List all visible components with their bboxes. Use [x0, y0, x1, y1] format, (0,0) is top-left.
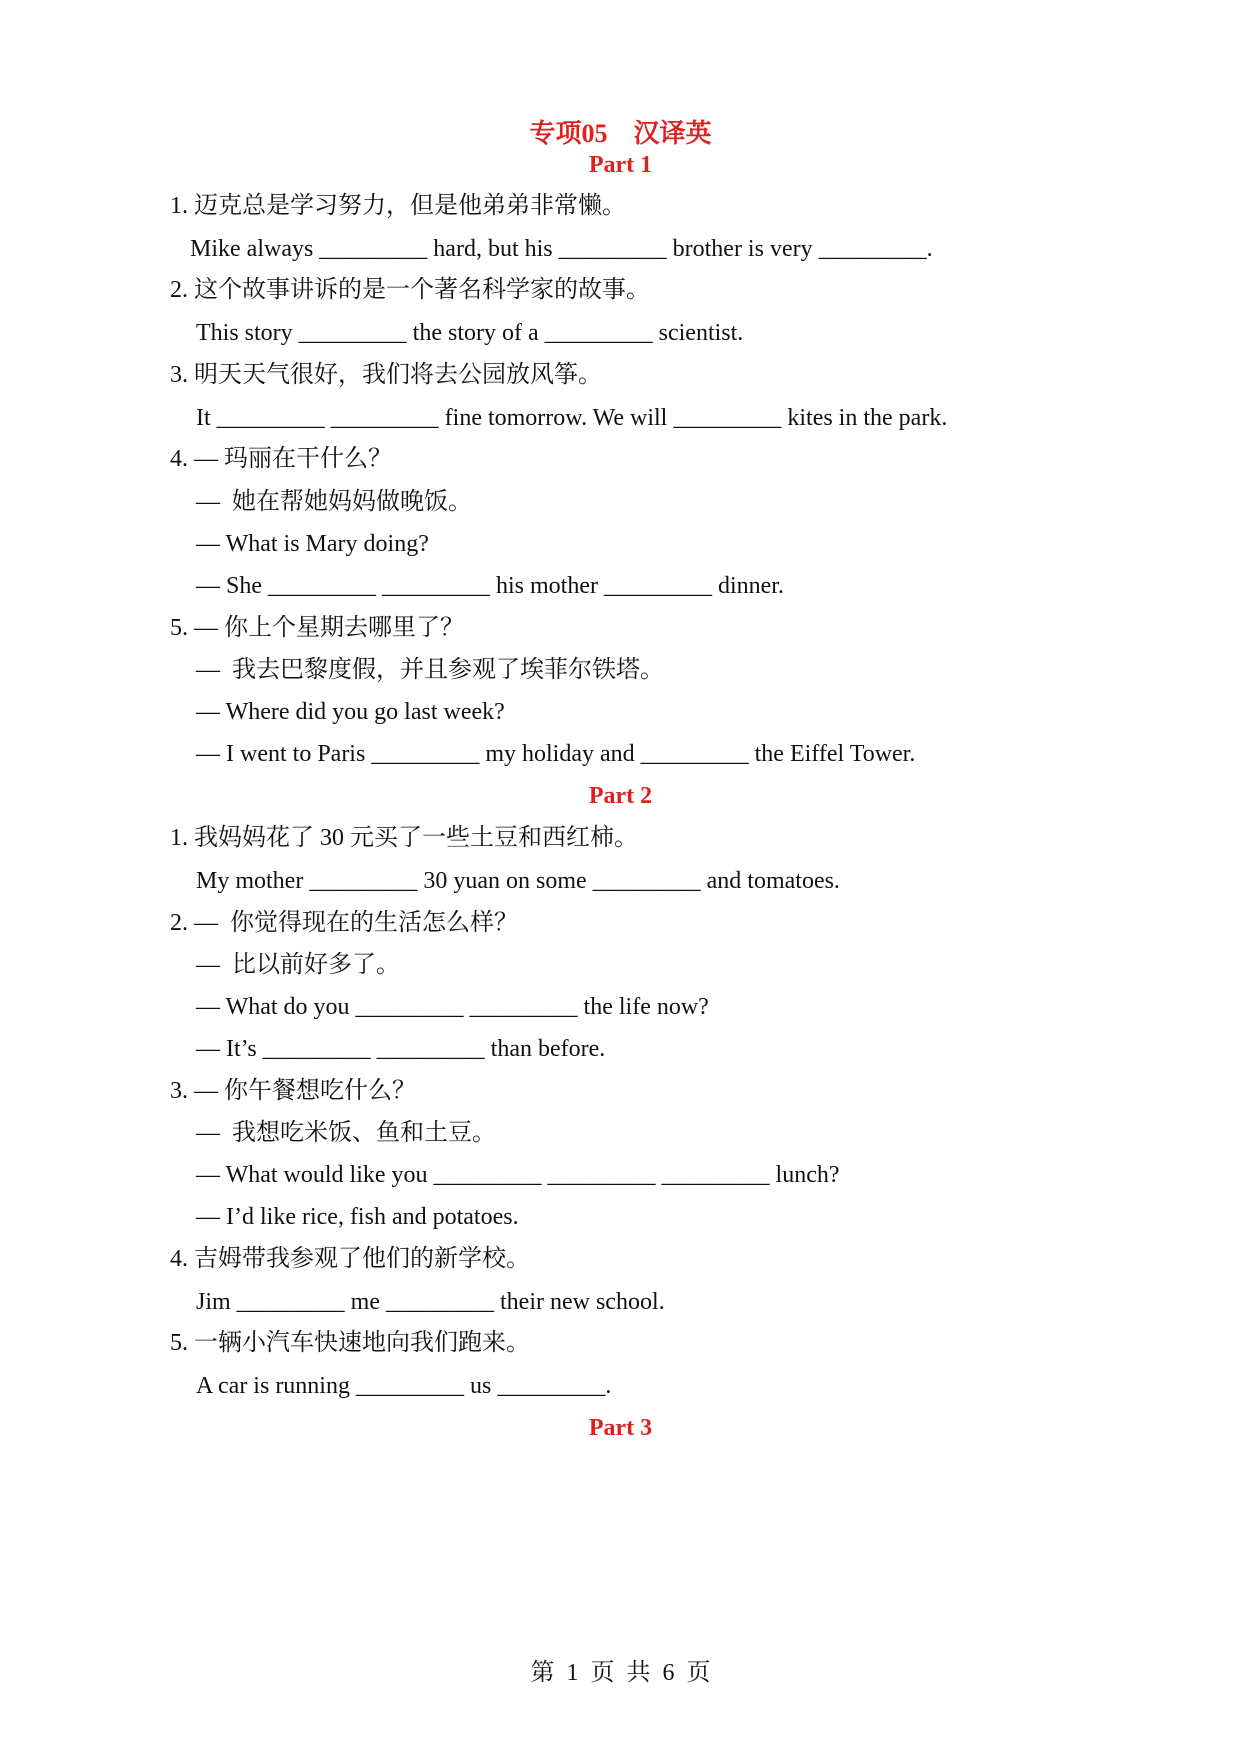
question-3-chinese: 3. 明天天气很好，我们将去公园放风筝。 [170, 362, 602, 388]
part2-question-2-english-line-1: — What do you _________ _________ the life now? [196, 994, 709, 1020]
part2-question-3-chinese-line-2: — 我想吃米饭、鱼和土豆。 [196, 1120, 496, 1146]
question-5-chinese-line-2: — 我去巴黎度假，并且参观了埃菲尔铁塔。 [196, 657, 664, 683]
question-2-english: This story _________ the story of a _________ scientist. [196, 320, 744, 346]
question-4-english-line-2: — She _________ _________ his mother _________ dinner. [196, 573, 784, 599]
question-3-english: It _________ _________ fine tomorrow. We will _________ kites in the park. [196, 405, 948, 431]
page-title: 专项05 汉译英 [529, 119, 712, 148]
part2-question-3-chinese-line-1: 3. — 你午餐想吃什么？ [170, 1078, 416, 1104]
page-footer: 第 1 页 共 6 页 [530, 1660, 711, 1686]
question-1-chinese: 1. 迈克总是学习努力，但是他弟弟非常懒。 [170, 193, 626, 219]
part2-question-2-english-line-2: — It’s _________ _________ than before. [196, 1036, 606, 1062]
part2-question-4-english: Jim _________ me _________ their new school. [196, 1289, 665, 1315]
question-2-chinese: 2. 这个故事讲诉的是一个著名科学家的故事。 [170, 277, 650, 303]
part2-question-2-chinese-line-1: 2. — 你觉得现在的生活怎么样？ [170, 910, 518, 936]
question-5-english-line-2: — I went to Paris _________ my holiday and _________ the Eiffel Tower. [196, 741, 916, 767]
part2-question-5-english: A car is running _________ us _________. [196, 1373, 612, 1399]
part-3-heading: Part 3 [588, 1415, 653, 1441]
part2-question-1-english: My mother _________ 30 yuan on some _________ and tomatoes. [196, 868, 840, 894]
question-1-english: Mike always _________ hard, but his _________ brother is very _________. [190, 236, 933, 262]
part2-question-3-english-line-1: — What would like you _________ _________ _________ lunch? [196, 1162, 840, 1188]
part2-question-4-chinese: 4. 吉姆带我参观了他们的新学校。 [170, 1246, 530, 1272]
part2-question-1-chinese: 1. 我妈妈花了 30 元买了一些土豆和西红柿。 [170, 825, 638, 851]
question-4-chinese-line-2: — 她在帮她妈妈做晚饭。 [196, 489, 472, 515]
part2-question-5-chinese: 5. 一辆小汽车快速地向我们跑来。 [170, 1330, 530, 1356]
question-4-english-line-1: — What is Mary doing? [196, 531, 429, 557]
question-4-chinese-line-1: 4. — 玛丽在干什么？ [170, 446, 392, 472]
part2-question-2-chinese-line-2: — 比以前好多了。 [196, 952, 400, 978]
question-5-chinese-line-1: 5. — 你上个星期去哪里了？ [170, 615, 464, 641]
part-1-heading: Part 1 [588, 152, 653, 178]
question-5-english-line-1: — Where did you go last week? [196, 699, 505, 725]
part2-question-3-english-line-2: — I’d like rice, fish and potatoes. [196, 1204, 519, 1230]
part-2-heading: Part 2 [588, 783, 653, 809]
